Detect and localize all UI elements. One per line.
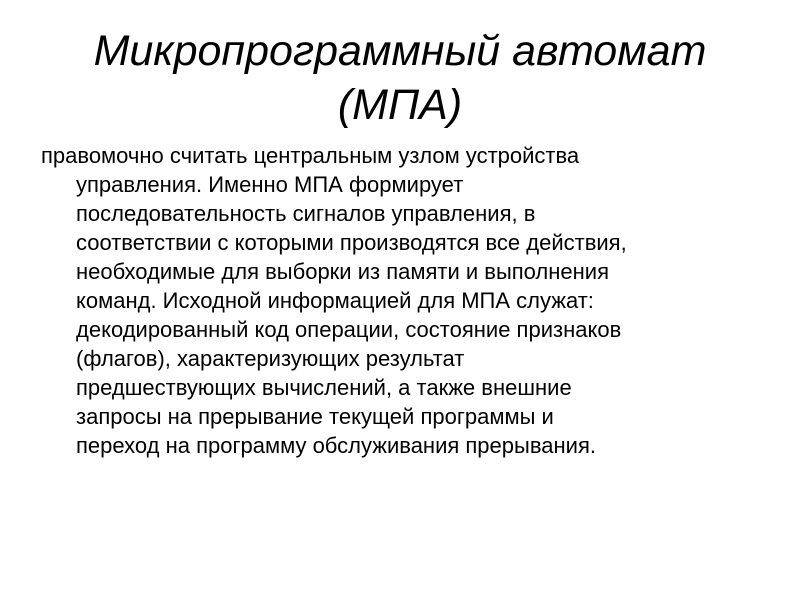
slide-title — [40, 24, 760, 132]
body-line: команд. Исходной информацией для МПА служат: — [76, 288, 594, 313]
title-line-1: Микропрограммный автомат — [93, 27, 707, 75]
body-line: последовательность сигналов управления, в — [76, 201, 536, 226]
body-line: правомочно считать центральным узлом устройства — [41, 143, 580, 168]
body-line: соответствии с которыми производятся все действия, — [76, 230, 627, 255]
body-line: декодированный код операции, состояние признаков — [76, 317, 622, 342]
body-line: управления. Именно МПА формирует — [76, 172, 464, 197]
body-line: запросы на прерывание текущей программы и — [76, 404, 554, 429]
body-line: переход на программу обслуживания прерывания. — [76, 433, 596, 458]
body-line: предшествующих вычислений, а также внешние — [76, 375, 572, 400]
title-line-2: (МПА) — [337, 81, 463, 129]
body-line: (флагов), характеризующих результат — [76, 346, 465, 371]
body-line: необходимые для выборки из памяти и выполнения — [76, 259, 609, 284]
body-paragraph — [41, 141, 761, 460]
